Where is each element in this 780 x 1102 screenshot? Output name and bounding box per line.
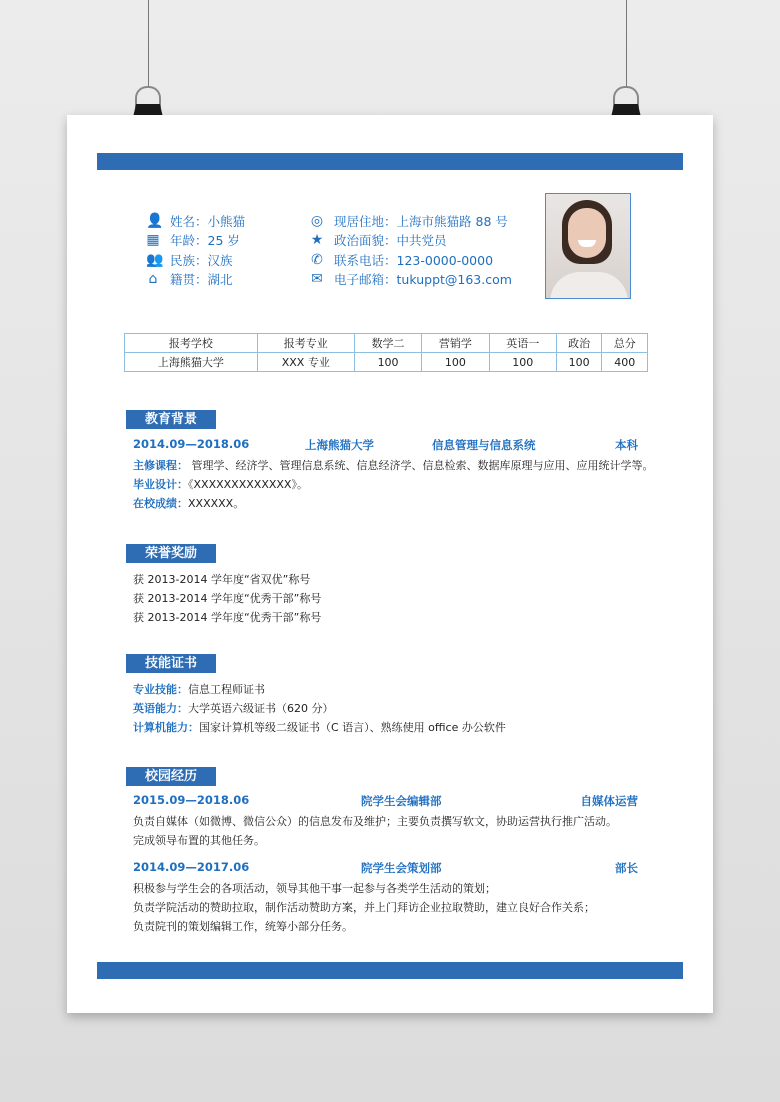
education-line	[133, 457, 654, 473]
table-header-cell: 报考学校	[125, 334, 258, 353]
people-icon: 👥	[146, 251, 164, 268]
campus-line: 完成领导布置的其他任务。	[133, 834, 265, 847]
honor-item: 获 2013-2014 学年度“省双优”称号	[133, 573, 311, 586]
field-label: 姓名	[170, 213, 196, 229]
hanging-string	[148, 0, 149, 88]
mail-icon: ✉	[311, 271, 323, 288]
table-header-cell: 数学二	[354, 334, 421, 353]
line-label: 主修课程：	[133, 459, 188, 472]
line-label: 专业技能：	[133, 683, 188, 696]
line-label: 计算机能力：	[133, 721, 199, 734]
profile-field	[146, 250, 245, 270]
skill-line	[133, 681, 265, 697]
campus-role: 部长	[615, 861, 638, 875]
profile-photo	[545, 193, 631, 299]
table-header-cell: 营销学	[422, 334, 489, 353]
bottom-accent-bar	[97, 962, 683, 979]
profile-right	[310, 211, 512, 289]
field-label: 民族	[170, 252, 196, 268]
table-cell: 100	[422, 353, 489, 372]
field-label: 籍贯	[170, 272, 196, 288]
top-accent-bar	[97, 153, 683, 170]
table-cell: 100	[489, 353, 556, 372]
calendar-icon: ▦	[146, 232, 160, 249]
section-honors-title: 荣誉奖励	[126, 544, 216, 563]
resume-page	[67, 115, 713, 1013]
campus-org: 院学生会策划部	[361, 861, 442, 875]
table-cell: 100	[354, 353, 421, 372]
location-icon: ◎	[310, 212, 324, 229]
scores-table	[124, 333, 648, 372]
line-label: 在校成绩：	[133, 497, 188, 510]
line-text: 信息工程师证书	[188, 683, 265, 696]
profile-field-text: 现居住地：上海市熊猫路 88 号	[334, 213, 508, 229]
campus-line: 负责院刊的策划编辑工作，统筹小部分任务。	[133, 920, 353, 933]
field-label: 政治面貌	[334, 233, 385, 249]
honor-item: 获 2013-2014 学年度“优秀干部”称号	[133, 592, 322, 605]
campus-period: 2015.09—2018.06	[133, 793, 250, 807]
profile-field-text: 电子邮箱：tukuppt@163.com	[334, 272, 512, 288]
star-icon: ★	[310, 232, 324, 249]
line-label: 毕业设计：	[133, 478, 188, 491]
field-value: tukuppt@163.com	[396, 272, 512, 288]
education-major: 信息管理与信息系统	[432, 438, 536, 452]
campus-role: 自媒体运营	[580, 794, 638, 808]
field-value: 25 岁	[207, 233, 240, 249]
home-icon: ⌂	[148, 271, 158, 288]
profile-left	[146, 211, 245, 289]
profile-field	[310, 231, 512, 251]
table-header-cell: 英语一	[489, 334, 556, 353]
section-campus-title: 校园经历	[126, 767, 216, 786]
profile-field-text: 年龄：25 岁	[170, 233, 240, 249]
profile-field	[310, 250, 512, 270]
field-label: 联系电话	[334, 252, 385, 268]
education-header	[133, 437, 638, 453]
campus-line: 积极参与学生会的各项活动，领导其他干事一起参与各类学生活动的策划；	[133, 882, 496, 895]
skill-line	[133, 719, 506, 735]
field-value: 123-0000-0000	[396, 252, 494, 268]
campus-period: 2014.09—2017.06	[133, 860, 250, 874]
person-icon: 👤	[146, 212, 164, 229]
profile-field	[146, 211, 245, 231]
line-text: 管理学、经济学、管理信息系统、信息经济学、信息检索、数据库原理与应用、应用统计学等。	[188, 459, 654, 472]
table-header-cell: 总分	[602, 334, 648, 353]
campus-entry-header	[133, 860, 638, 876]
education-school: 上海熊猫大学	[305, 438, 374, 452]
profile-field	[146, 231, 245, 251]
education-degree: 本科	[615, 438, 638, 452]
profile-field-text: 姓名：小熊猫	[170, 213, 246, 229]
table-cell: 100	[556, 353, 602, 372]
section-education-title: 教育背景	[126, 410, 216, 429]
field-label: 年龄	[170, 233, 196, 249]
line-text: 大学英语六级证书（620 分）	[188, 702, 334, 715]
skill-line	[133, 700, 334, 716]
education-line	[133, 476, 308, 492]
field-label: 现居住地	[334, 213, 385, 229]
campus-line: 负责学院活动的赞助拉取，制作活动赞助方案，并上门拜访企业拉取赞助，建立良好合作关系；	[133, 901, 595, 914]
campus-org: 院学生会编辑部	[361, 794, 442, 808]
profile-field-text: 籍贯：湖北	[170, 272, 233, 288]
profile-field	[310, 211, 512, 231]
campus-entry-header	[133, 793, 638, 809]
phone-icon: ✆	[311, 251, 323, 268]
line-text: 《XXXXXXXXXXXXX》。	[188, 478, 308, 491]
table-header-cell: 报考专业	[257, 334, 354, 353]
profile-field	[310, 270, 512, 290]
field-value: 中共党员	[396, 233, 447, 249]
honor-item: 获 2013-2014 学年度“优秀干部”称号	[133, 611, 322, 624]
campus-line: 负责自媒体（如微博、微信公众）的信息发布及维护；主要负责撰写软文，协助运营执行推广活动。	[133, 815, 617, 828]
education-period: 2014.09—2018.06	[133, 437, 250, 451]
table-cell: 上海熊猫大学	[125, 353, 258, 372]
section-skills-title: 技能证书	[126, 654, 216, 673]
profile-field-text: 联系电话：123-0000-0000	[334, 252, 494, 268]
table-header-cell: 政治	[556, 334, 602, 353]
table-cell: XXX 专业	[257, 353, 354, 372]
profile-field-text: 民族：汉族	[170, 252, 233, 268]
field-value: 湖北	[207, 272, 233, 288]
hanging-string	[626, 0, 627, 88]
field-value: 上海市熊猫路 88 号	[396, 213, 508, 229]
field-value: 小熊猫	[207, 213, 246, 229]
line-label: 英语能力：	[133, 702, 188, 715]
line-text: 国家计算机等级二级证书（C 语言）、熟练使用 office 办公软件	[199, 721, 506, 734]
line-text: XXXXXX。	[188, 497, 245, 510]
field-label: 电子邮箱	[334, 272, 385, 288]
profile-field-text: 政治面貌：中共党员	[334, 233, 447, 249]
table-cell: 400	[602, 353, 648, 372]
field-value: 汉族	[207, 252, 233, 268]
education-line	[133, 495, 244, 511]
profile-field	[146, 270, 245, 290]
